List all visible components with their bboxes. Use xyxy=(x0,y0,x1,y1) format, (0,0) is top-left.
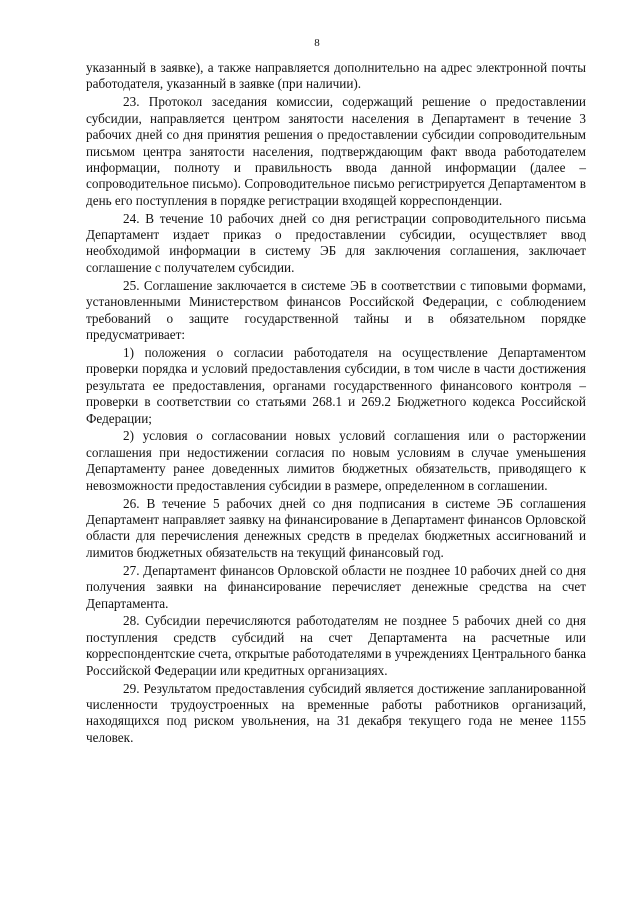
paragraph-24: 24. В течение 10 рабочих дней со дня регистрации сопроводительного письма Департамент издает приказ о предоставлении субсидии, осуществляет ввод необходимой информации в систему ЭБ для заключения соглашения, заключает соглашение с получателем субсидии. xyxy=(86,210,586,275)
paragraph-23: 23. Протокол заседания комиссии, содержащий решение о предоставлении субсидии, направляется центром занятости населения в Департамент в течение 3 рабочих дней со дня принятия решения о предоставлении субсидии сопроводительным письмом центра занятости населения, подтверждающим факт ввода работодателем информации, полноту и правильность ввода данной информации (далее – сопроводительное письмо). Сопроводительное письмо регистрируется Департаментом в день его поступления в порядке регистрации входящей корреспонденции. xyxy=(86,94,586,208)
paragraph-continuation: указанный в заявке), а также направляется дополнительно на адрес электронной почты работодателя, указанный в заявке (при наличии). xyxy=(86,60,586,92)
paragraph-28: 28. Субсидии перечисляются работодателям не позднее 5 рабочих дней со дня поступления средств субсидий на счет Департамента на расчетные или корреспондентские счета, открытые работодателями в учреждениях Центрального банка Российской Федерации или кредитных организациях. xyxy=(86,613,586,678)
paragraph-25-item-1: 1) положения о согласии работодателя на осуществление Департаментом проверки порядка и условий предоставления субсидии, в том числе в части достижения результата ее предоставления, органами государственного финансового контроля – проверки в соответствии со статьями 268.1 и 269.2 Бюджетного кодекса Российской Федерации; xyxy=(86,344,586,426)
paragraph-25-item-2: 2) условия о согласовании новых условий соглашения или о расторжении соглашения при недостижении согласия по новым условиям в случае уменьшения Департаменту ранее доведенных лимитов бюджетных обязательств, приводящего к невозможности предоставления субсидии в размере, определенном в соглашении. xyxy=(86,428,586,493)
paragraph-29: 29. Результатом предоставления субсидий является достижение запланированной численности трудоустроенных на временные работы работников организаций, находящихся под риском увольнения, на 31 декабря текущего года не менее 1155 человек. xyxy=(86,680,586,745)
document-body xyxy=(86,60,586,748)
page-number: 8 xyxy=(314,37,320,49)
paragraph-25: 25. Соглашение заключается в системе ЭБ в соответствии с типовыми формами, установленными Министерством финансов Российской Федерации, с соблюдением требований о защите государственной тайны и в обязательном порядке предусматривает: xyxy=(86,277,586,342)
paragraph-26: 26. В течение 5 рабочих дней со дня подписания в системе ЭБ соглашения Департамент направляет заявку на финансирование в Департамент финансов Орловской области для перечисления денежных средств в пределах бюджетных ассигнований и лимитов бюджетных обязательств на текущий финансовый год. xyxy=(86,495,586,560)
paragraph-27: 27. Департамент финансов Орловской области не позднее 10 рабочих дней со дня получения заявки на финансирование перечисляет денежные средства на счет Департамента. xyxy=(86,562,586,611)
